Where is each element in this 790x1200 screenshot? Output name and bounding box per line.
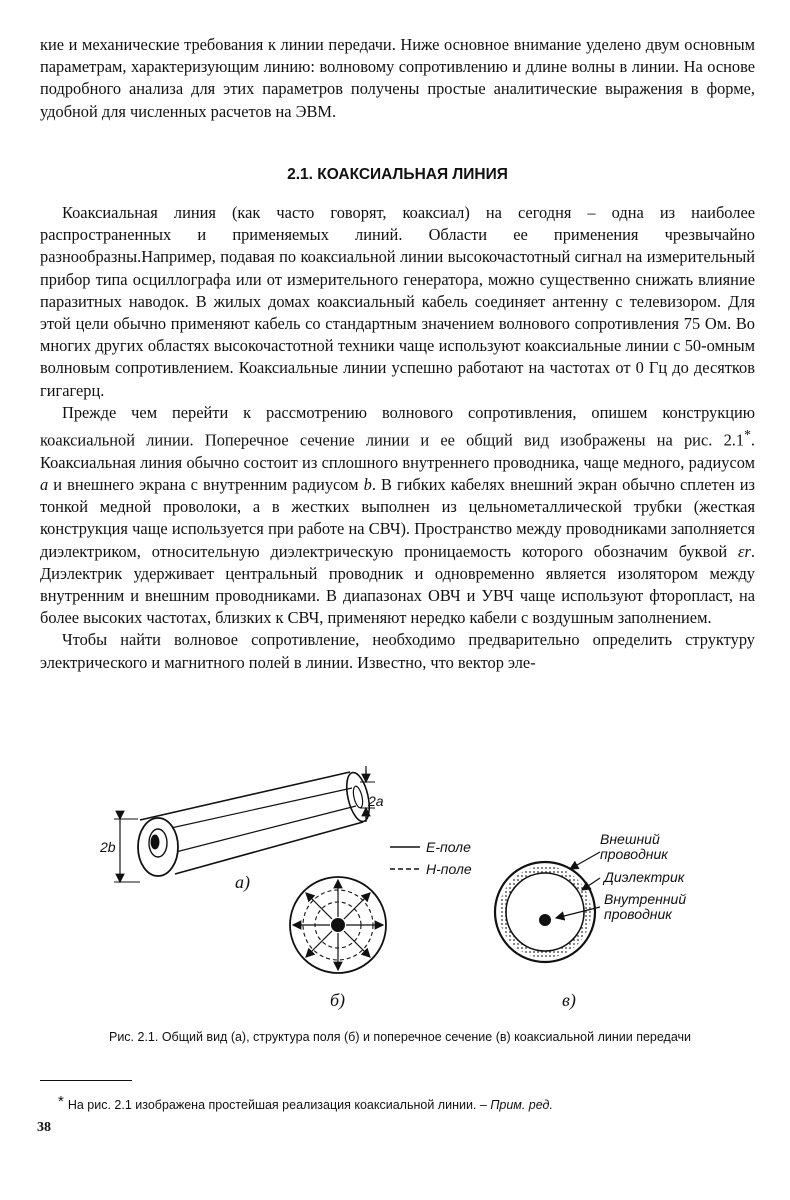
footnote: * На рис. 2.1 изображена простейшая реализация коаксиальной линии. – Прим. ред. — [58, 1093, 553, 1112]
figure-caption: Рис. 2.1. Общий вид (а), структура поля (б) и поперечное сечение (в) коаксиальной линии передачи — [108, 1030, 692, 1044]
footnote-reference: * — [744, 427, 751, 443]
section-heading: 2.1. КОАКСИАЛЬНАЯ ЛИНИЯ — [287, 166, 508, 183]
footnote-divider — [40, 1080, 132, 1081]
body-text — [40, 202, 755, 674]
footnote-mark: * — [58, 1093, 64, 1110]
cable-general-view — [99, 766, 384, 893]
label-outer-conductor-2: проводник — [600, 846, 668, 862]
field-legend — [390, 839, 472, 877]
label-inner-conductor-1: Внутренний — [604, 891, 687, 907]
label-dielectric: Диэлектрик — [604, 869, 685, 885]
legend-e-field: E-поле — [426, 839, 471, 855]
page-number: 38 — [37, 1120, 51, 1135]
cross-section — [495, 831, 686, 1011]
label-outer-conductor-1: Внешний — [600, 831, 660, 847]
label-2a: 2a — [368, 793, 384, 809]
paragraph-1: Коаксиальная линия (как часто говорят, коаксиал) на сегодня – одна из наиболее распространенных и применяемых линий. Области ее применения чрезвычайно разнообразны.Например, подавая по коаксиальной линии высокочастотный сигнал на измерительный прибор типа осциллографа или от измерительного генератора, можно существенно снижать влияние паразитных наводок. В жилых домах коаксиальный кабель соединяет антенну с телевизором. Для этой цели обычно применяют кабель со стандартным значением волнового сопротивления 75 Ом. Во многих других областях высокочастотной техники чаще используют коаксиальные линии с 50-омным волновым сопротивлением. Коаксиальные линии успешно работают на частотах от 0 Гц до десятков гигагерц. — [40, 203, 755, 400]
label-inner-conductor-2: проводник — [604, 906, 672, 922]
label-part-b: б) — [330, 990, 346, 1010]
variable-epsilon: εr — [738, 541, 751, 561]
intro-paragraph: кие и механические требования к линии передачи. Ниже основное внимание уделено двум основным параметрам, характеризующим линию: волновому сопротивлению и длине волны в линии. На основе подробного анализа для этих параметров получены простые аналитические выражения в форме, удобной для численных расчетов на ЭВМ. — [40, 35, 755, 121]
figure-2-1 — [80, 762, 720, 1024]
paragraph-3: Чтобы найти волновое сопротивление, необходимо предварительно определить структуру электрического и магнитного полей в линии. Известно, что вектор эле- — [40, 630, 755, 672]
label-part-a: a) — [235, 872, 250, 892]
label-2b: 2b — [100, 839, 116, 855]
paragraph-2: Прежде чем перейти к рассмотрению волнового сопротивления, опишем конструкцию коаксиальной линии. Поперечное сечение линии и ее общий вид изображены на рис. 2.1*. Коаксиальная линия обычно состоит из сплошного внутреннего проводника, чаще медного, радиусом a и внешнего экрана с внутренним радиусом b. В гибких кабелях внешний экран обычно сплетен из тонкой медной проволоки, а в жестких выполнен из цельнометаллической трубки (жесткая конструкция чаще используется при работе на СВЧ). Пространство между проводниками заполняется диэлектриком, относительную диэлектрическую проницаемость которого обозначим буквой εr. Диэлектрик удерживает центральный проводник и одновременно является изолятором между внутренним и внешним проводниками. В диапазонах ОВЧ и УВЧ чаще используют фторопласт, на более высоких частотах, близких к СВЧ, применяют нередко кабели с воздушным заполнением. — [40, 402, 755, 628]
variable-b: b — [363, 474, 372, 494]
field-structure — [290, 877, 386, 1011]
editor-note: Прим. ред. — [490, 1098, 553, 1112]
legend-h-field: H-поле — [426, 861, 472, 877]
label-part-c: в) — [562, 990, 576, 1010]
variable-a: a — [40, 474, 49, 494]
